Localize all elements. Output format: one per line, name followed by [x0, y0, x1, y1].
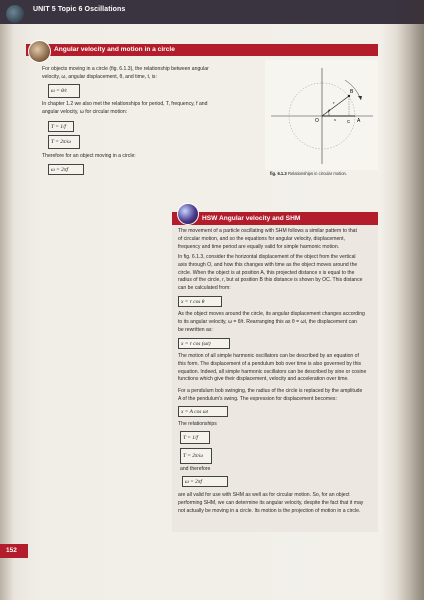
hsw-line: are all valid for use with SHM as well as for circular motion. So, for an object [178, 492, 350, 498]
unit-label: UNIT 5 Topic 6 [33, 6, 83, 13]
chapter-line: In chapter 1.2 we also met the relationships for period, T, frequency, f and [42, 101, 208, 107]
hsw-line: of circular motion, and so the equations for angular velocity, displacement, [178, 235, 345, 242]
unit-title [33, 6, 125, 13]
hsw-and-therefore: and therefore [180, 466, 211, 472]
equation-omega-2pif: ω = 2πf [48, 164, 84, 175]
hsw-line: The movement of a particle oscillating with SHM follows a similar pattern to that [178, 228, 357, 234]
hsw-line: circle. When the object is at position A, this projected distance x is equal to the [178, 269, 355, 276]
hsw-line: performing SHM, we can determine its angular velocity, despite the fact that it may [178, 499, 364, 506]
hsw-line: A of the pendulum's swing. The expression for displacement becomes: [178, 395, 337, 402]
hsw-paragraph-1 [178, 228, 374, 251]
label-o: O [315, 118, 319, 124]
hsw-line: For a pendulum bob swinging, the radius of the circle is replaced by the amplitude [178, 388, 363, 394]
figure-caption-text: Relationships in circular motion. [287, 171, 348, 176]
label-c: C [347, 119, 351, 124]
figure-circular-motion [265, 60, 378, 170]
label-a: A [357, 118, 361, 124]
hsw-line: radius of the circle, r, but at position B this distance is shown by OC. This distance [178, 277, 363, 284]
page-binding-shadow [396, 0, 424, 600]
equation-period-omega: T = 2π/ω [48, 135, 80, 149]
hsw-line: be rewritten as: [178, 326, 213, 333]
hsw-paragraph-5 [178, 388, 374, 404]
hsw-paragraph-3 [178, 311, 374, 334]
section-heading-bar [26, 44, 378, 56]
hsw-line: to its angular velocity, ω = θ/t. Rearranging this as θ = ωt, the displacement can [178, 318, 357, 325]
circular-motion-diagram [265, 60, 378, 170]
figure-caption-ref: fig. 6.1.3 [270, 171, 287, 176]
hsw-line: can be calculated from: [178, 285, 231, 292]
section-intro [42, 66, 209, 82]
section-portrait-icon [28, 40, 51, 63]
equation-omega-2pif-hsw: ω = 2πf [182, 476, 228, 487]
page-number-tab [0, 544, 28, 558]
hsw-title: Angular velocity and SHM [218, 214, 301, 222]
label-theta: θ [328, 108, 331, 113]
equation-period-omega-hsw: T = 2π/ω [180, 448, 212, 464]
motion-arrowhead [358, 96, 362, 100]
chapter-line: angular velocity, ω for circular motion: [42, 108, 128, 115]
equation-period-frequency: T = 1/f [48, 121, 74, 132]
unit-header-bar [0, 0, 424, 24]
hsw-line: As the object moves around the circle, its angular displacement changes according [178, 311, 365, 317]
hsw-line: this form. The displacement of a pendulum bob over time is also governed by this [178, 360, 362, 367]
hsw-globe-icon [177, 203, 199, 225]
hsw-paragraph-6 [178, 492, 374, 515]
hsw-line: functions which give their displacement, velocity and acceleration over time. [178, 376, 349, 383]
equation-x-acos-omegat: x = A cos ωt [178, 406, 228, 417]
hsw-paragraph-4 [178, 353, 374, 384]
equation-omega: ω = θ/t [48, 84, 80, 98]
hsw-line: axis through O, and how this changes with time as the object moves around the [178, 261, 358, 268]
equation-x-rcos-theta: x = r cos θ [178, 296, 222, 307]
chapter-reference [42, 101, 207, 117]
intro-line: velocity, ω, angular displacement, θ, and time, t, is: [42, 73, 157, 80]
hsw-line: In fig. 6.1.3, consider the horizontal displacement of the object from the vertical [178, 254, 356, 260]
hsw-line: equation. Indeed, all simple harmonic oscillators can be described by sine or cosine [178, 368, 367, 375]
hsw-heading-bar [172, 212, 378, 225]
hsw-line: The motion of all simple harmonic oscillators can be described by an equation of [178, 353, 359, 359]
section-title: Angular velocity and motion in a circle [54, 46, 175, 53]
unit-logo-icon [6, 5, 24, 23]
hsw-line: frequency and time period are equally valid for simple harmonic motion. [178, 243, 340, 250]
hsw-line: not actually be moving in a circle. Its motion is the projection of motion in a circle. [178, 507, 361, 514]
figure-caption [270, 171, 347, 176]
radius-line [322, 96, 349, 116]
point-b [348, 95, 350, 97]
hsw-relationships-label: The relationships [178, 421, 217, 427]
hsw-tag: HSW [202, 214, 218, 222]
hsw-heading [202, 215, 300, 222]
page-number: 152 [6, 547, 17, 554]
therefore-text: Therefore for an object moving in a circle: [42, 153, 136, 159]
equation-period-frequency-hsw: T = 1/f [180, 431, 210, 444]
equation-x-rcos-omegat: x = r cos (ωt) [178, 338, 230, 349]
hsw-paragraph-2 [178, 254, 374, 293]
intro-line: For objects moving in a circle (fig. 6.1.3), the relationship between angular [42, 66, 209, 72]
label-b: B [350, 89, 354, 95]
label-x: x [334, 117, 336, 122]
topic-label: Oscillations [84, 6, 126, 13]
label-r: r [333, 100, 335, 105]
